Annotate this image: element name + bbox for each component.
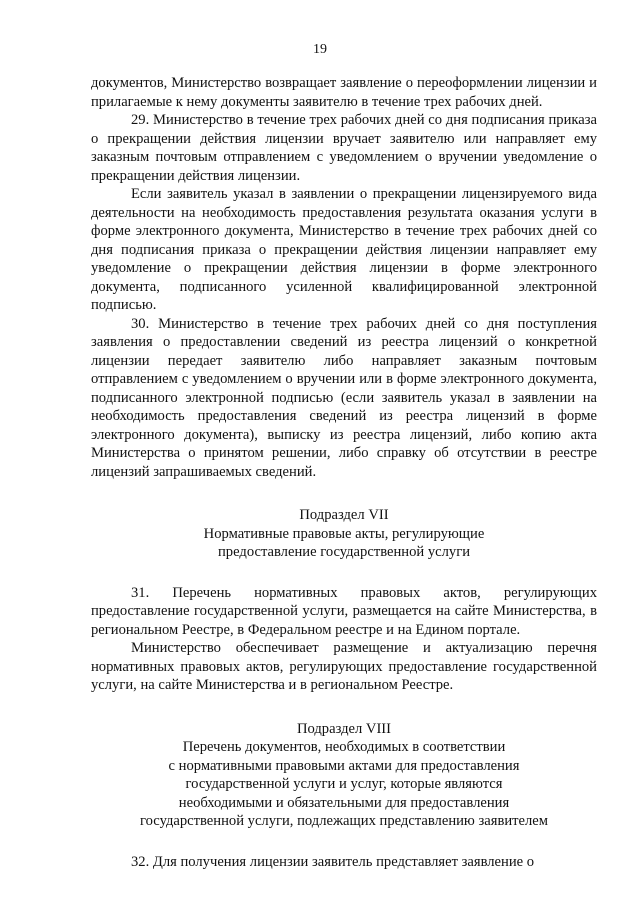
section-8-subtitle-line: с нормативными правовыми актами для предоставления bbox=[168, 757, 520, 774]
page-number: 19 bbox=[313, 42, 327, 57]
paragraph-29-cont: Если заявитель указал в заявлении о прекращении лицензируемого вида деятельности на необходимость предоставления результата оказания услуги в форме электронного документа, Министерство в течение трех рабочих дней со дня подписания приказа о прекращении действия лицензии направляет ему уведомление о прекращении действия лицензии в форме электронного документа, подписанного усиленной квалифицированной электронной подписью. bbox=[91, 186, 597, 313]
paragraph-31-cont: Министерство обеспечивает размещение и актуализацию перечня нормативных правовых актов, регулирующих предоставление государственной услуги, на сайте Министерства и в региональном Реестре. bbox=[91, 640, 597, 693]
section-7-title: Подраздел VII bbox=[299, 507, 389, 523]
paragraph-30: 30. Министерство в течение трех рабочих дней со дня поступления заявления о предоставлении сведений из реестра лицензий о конкретной лицензии передает заявителю либо направляет заказным почтовым отправлением с уведомлением о вручении или в форме электронного документа, подписанного электронной подписью (если заявитель указал в заявлении на необходимость предоставления сведений из реестра лицензий в форме электронного документа), выписку из реестра лицензий, либо копию акта Министерства о принятом решении, либо справку об отсутствии в реестре лицензий запрашиваемых сведений. bbox=[91, 315, 597, 480]
section-8-title: Подраздел VIII bbox=[296, 720, 392, 737]
section-7-subtitle-line: Нормативные правовые акты, регулирующие bbox=[203, 525, 485, 542]
paragraph-continuation: документов, Министерство возвращает заявление о переоформлении лицензии и прилагаемые к нему документы заявителю в течение трех рабочих дней. bbox=[91, 75, 597, 110]
paragraph-31: 31. Перечень нормативных правовых актов, регулирующих предоставление государственной услуги, размещается на сайте Министерства, в региональном Реестре, в Федеральном реестре и на Едином портале. bbox=[91, 584, 597, 638]
section-8-subtitle-line: необходимыми и обязательными для предоставления bbox=[178, 794, 510, 811]
paragraph-29: 29. Министерство в течение трех рабочих дней со дня подписания приказа о прекращении действия лицензии вручает заявителю или направляет ему заказным почтовым отправлением с уведомлением о вручении уведомление о прекращении действия лицензии. bbox=[91, 112, 597, 184]
document-body bbox=[91, 74, 597, 871]
section-7-subtitle-line: предоставление государственной услуги bbox=[218, 544, 470, 560]
section-8-subtitle-line: государственной услуги, подлежащих представлению заявителем bbox=[140, 813, 548, 829]
section-8-subtitle-line: государственной услуги и услуг, которые являются bbox=[185, 776, 503, 792]
paragraph-32: 32. Для получения лицензии заявитель представляет заявление о bbox=[131, 853, 535, 870]
section-8-subtitle-line: Перечень документов, необходимых в соответствии bbox=[182, 739, 506, 755]
